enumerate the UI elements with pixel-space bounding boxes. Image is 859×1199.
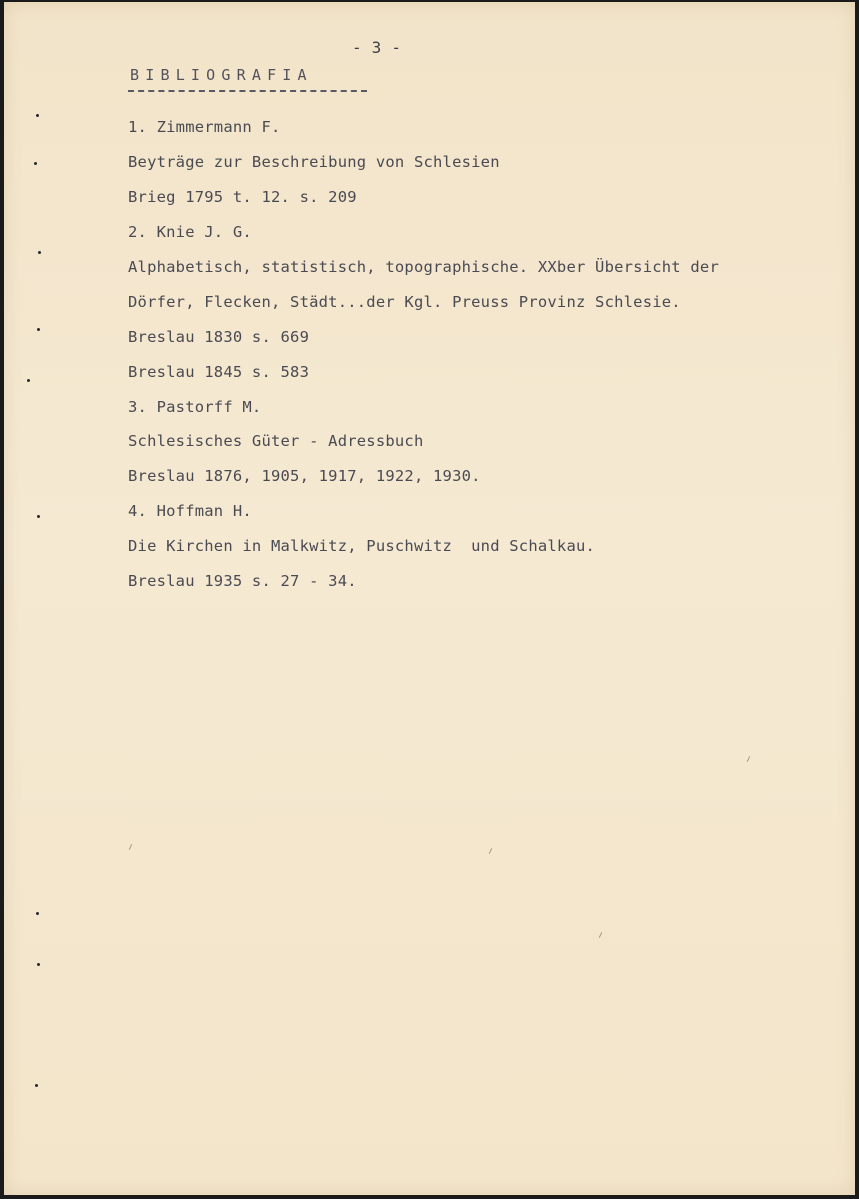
entry-1-author: 1. Zimmermann F. <box>128 118 281 136</box>
entry-2-title-line-1: Alphabetisch, statistisch, topographische. XXber Übersicht der <box>128 258 719 276</box>
paper-speck <box>489 848 492 854</box>
entry-4-title: Die Kirchen in Malkwitz, Puschwitz und Schalkau. <box>128 537 596 555</box>
entry-3-publication: Breslau 1876, 1905, 1917, 1922, 1930. <box>128 467 481 485</box>
entry-3-author: 3. Pastorff M. <box>128 398 262 416</box>
margin-speck <box>34 162 37 165</box>
margin-speck <box>37 963 40 966</box>
margin-speck <box>37 328 40 331</box>
margin-speck <box>35 1084 38 1087</box>
entry-2-publication-2: Breslau 1845 s. 583 <box>128 363 310 381</box>
entry-1-title: Beyträge zur Beschreibung von Schlesien <box>128 153 500 171</box>
margin-speck <box>27 379 30 382</box>
entry-2-publication-1: Breslau 1830 s. 669 <box>128 328 310 346</box>
margin-speck <box>37 515 40 518</box>
entry-2-title-line-2: Dörfer, Flecken, Städt...der Kgl. Preuss Provinz Schlesie. <box>128 293 681 311</box>
bibliography-heading: BIBLIOGRAFIA <box>130 66 313 84</box>
margin-speck <box>36 912 39 915</box>
entry-4-author: 4. Hoffman H. <box>128 502 252 520</box>
entry-3-title: Schlesisches Güter - Adressbuch <box>128 432 424 450</box>
entry-1-publication: Brieg 1795 t. 12. s. 209 <box>128 188 357 206</box>
page-number: - 3 - <box>352 38 402 57</box>
heading-underline <box>128 90 367 92</box>
entry-4-publication: Breslau 1935 s. 27 - 34. <box>128 572 357 590</box>
paper-speck <box>129 844 132 850</box>
margin-speck <box>38 251 41 254</box>
document-page <box>4 2 855 1195</box>
entry-2-author: 2. Knie J. G. <box>128 223 252 241</box>
margin-speck <box>36 114 39 117</box>
paper-speck <box>599 932 602 938</box>
paper-speck <box>747 756 750 762</box>
